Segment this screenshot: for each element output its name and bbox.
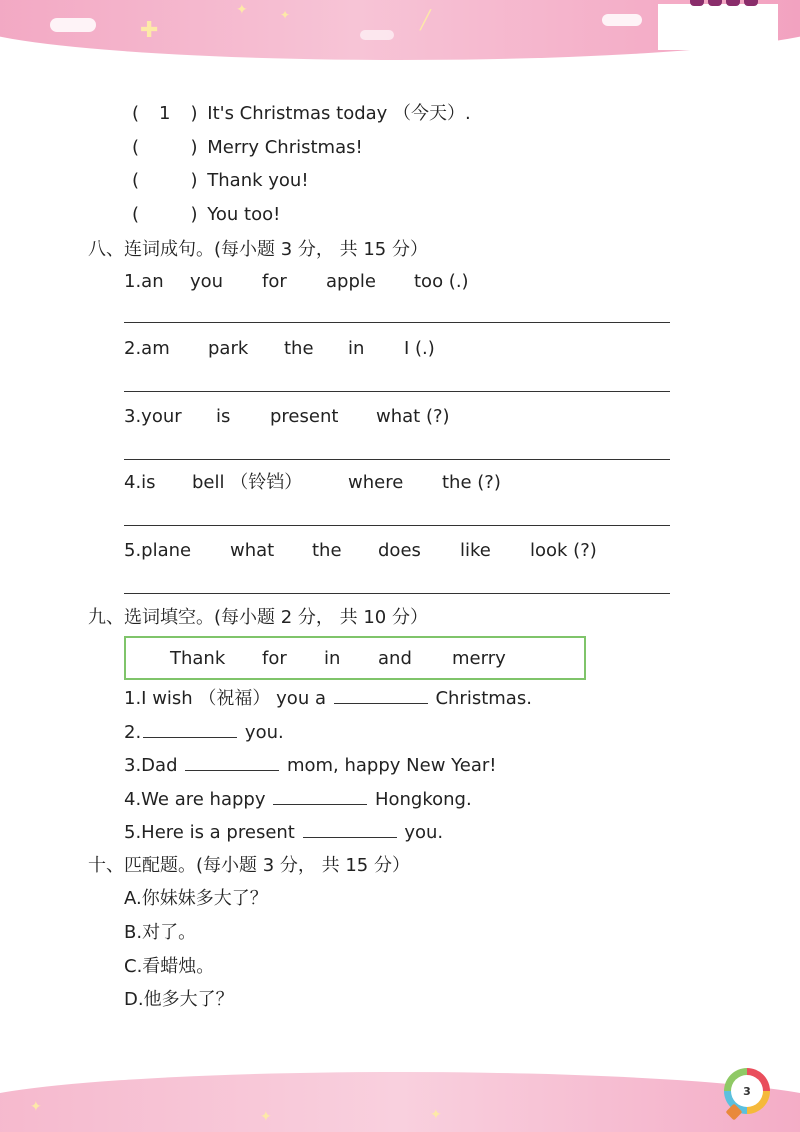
answer-line[interactable] — [124, 593, 670, 594]
word: the — [312, 540, 342, 561]
corner-patch — [658, 4, 778, 50]
word: present — [270, 406, 339, 427]
fill-blank-item — [124, 753, 496, 778]
word: 2.am — [124, 338, 170, 359]
logo-mark — [744, 0, 758, 6]
word: look (?) — [530, 540, 597, 561]
paren-left: ( — [132, 103, 140, 124]
scrambled-sentence — [124, 337, 435, 361]
bottom-decorative-banner — [0, 1057, 800, 1132]
word: the — [284, 338, 314, 359]
cloud-icon — [50, 18, 96, 32]
match-item: D.他多大了？ — [124, 989, 234, 1010]
answer-line[interactable] — [124, 391, 670, 392]
word-bank-item: merry — [452, 648, 506, 669]
blank-input[interactable] — [185, 753, 279, 771]
word: 5.plane — [124, 540, 192, 561]
blank-input[interactable] — [143, 720, 237, 738]
item-text: You too! — [207, 204, 281, 225]
item-text: you. — [244, 722, 284, 743]
blank-input[interactable] — [273, 787, 367, 805]
paren-left: ( — [132, 170, 140, 191]
answer-line[interactable] — [124, 525, 670, 526]
word: what — [230, 540, 275, 561]
ordering-item — [132, 169, 309, 193]
word: I (.) — [404, 338, 435, 359]
paren-left: ( — [132, 204, 140, 225]
word-bank-item: for — [262, 648, 287, 669]
answer-slot[interactable]: 1 — [159, 103, 171, 124]
paren-right: ) — [190, 137, 198, 158]
paren-right: ) — [190, 204, 198, 225]
sparkle-icon: ✦ — [30, 1099, 42, 1115]
scrambled-sentence — [124, 539, 597, 563]
scrambled-sentence — [124, 270, 469, 294]
word: what (?) — [376, 406, 450, 427]
scrambled-sentence — [124, 405, 450, 429]
word: for — [262, 271, 287, 292]
word: 3.your — [124, 406, 182, 427]
paren-right: ) — [190, 103, 198, 124]
section-heading: 九、选词填空。(每小题 2 分， 共 10 分） — [88, 607, 428, 628]
paren-left: ( — [132, 137, 140, 158]
logo-mark — [726, 0, 740, 6]
scrambled-sentence — [124, 471, 501, 495]
sparkle-icon: ✦ — [236, 2, 248, 18]
word: is — [216, 406, 231, 427]
sparkle-icon: ✦ — [260, 1109, 272, 1125]
item-text: 1.I wish （祝福） you a — [124, 688, 326, 709]
fill-blank-item — [124, 787, 472, 812]
word-bank — [124, 636, 586, 680]
paren-right: ) — [190, 170, 198, 191]
fill-blank-item — [124, 720, 284, 745]
item-text: mom, happy New Year! — [286, 755, 497, 776]
item-text: Thank you! — [207, 170, 309, 191]
section-heading: 八、连词成句。(每小题 3 分， 共 15 分） — [88, 239, 428, 260]
sparkle-icon: ✦ — [430, 1107, 442, 1123]
blank-input[interactable] — [334, 686, 428, 704]
item-text: 3.Dad — [124, 755, 178, 776]
match-item: C.看蜡烛。 — [124, 956, 215, 977]
word: does — [378, 540, 421, 561]
sparkle-icon: ✚ — [140, 18, 159, 43]
answer-line[interactable] — [124, 459, 670, 460]
item-text: Hongkong. — [374, 789, 472, 810]
section-heading: 十、匹配题。(每小题 3 分， 共 15 分） — [88, 855, 410, 876]
word: park — [208, 338, 249, 359]
word: where — [348, 472, 404, 493]
sparkle-icon: ✦ — [280, 8, 291, 22]
item-text: 2. — [124, 722, 142, 743]
word-bank-item: in — [324, 648, 341, 669]
item-text: you. — [404, 822, 444, 843]
ordering-item — [132, 136, 363, 160]
ordering-item — [132, 203, 280, 227]
top-decorative-banner — [0, 0, 800, 70]
logo-mark — [690, 0, 704, 6]
item-text: 5.Here is a present — [124, 822, 295, 843]
word: bell （铃铛） — [192, 472, 303, 493]
word: in — [348, 338, 365, 359]
word: too (.) — [414, 271, 469, 292]
logo-mark — [708, 0, 722, 6]
fill-blank-item — [124, 820, 443, 845]
word: apple — [326, 271, 376, 292]
word: you — [190, 271, 224, 292]
page-number: 3 — [731, 1075, 763, 1107]
cloud-icon — [360, 30, 394, 40]
ordering-item — [132, 102, 471, 126]
item-text: Merry Christmas! — [207, 137, 363, 158]
match-item: B.对了。 — [124, 922, 197, 943]
blank-input[interactable] — [303, 820, 397, 838]
item-text: It's Christmas today （今天）. — [207, 103, 471, 124]
answer-line[interactable] — [124, 322, 670, 323]
cloud-icon — [602, 14, 642, 26]
item-text: 4.We are happy — [124, 789, 266, 810]
sparkle-icon: ╱ — [420, 10, 431, 31]
bottom-pink-band — [0, 1072, 800, 1132]
word: 4.is — [124, 472, 156, 493]
word: like — [460, 540, 491, 561]
match-item: A.你妹妹多大了？ — [124, 888, 268, 909]
item-text: Christmas. — [435, 688, 532, 709]
word-bank-item: Thank — [170, 648, 226, 669]
word-bank-item: and — [378, 648, 412, 669]
fill-blank-item — [124, 686, 532, 711]
word: the (?) — [442, 472, 501, 493]
word: 1.an — [124, 271, 164, 292]
